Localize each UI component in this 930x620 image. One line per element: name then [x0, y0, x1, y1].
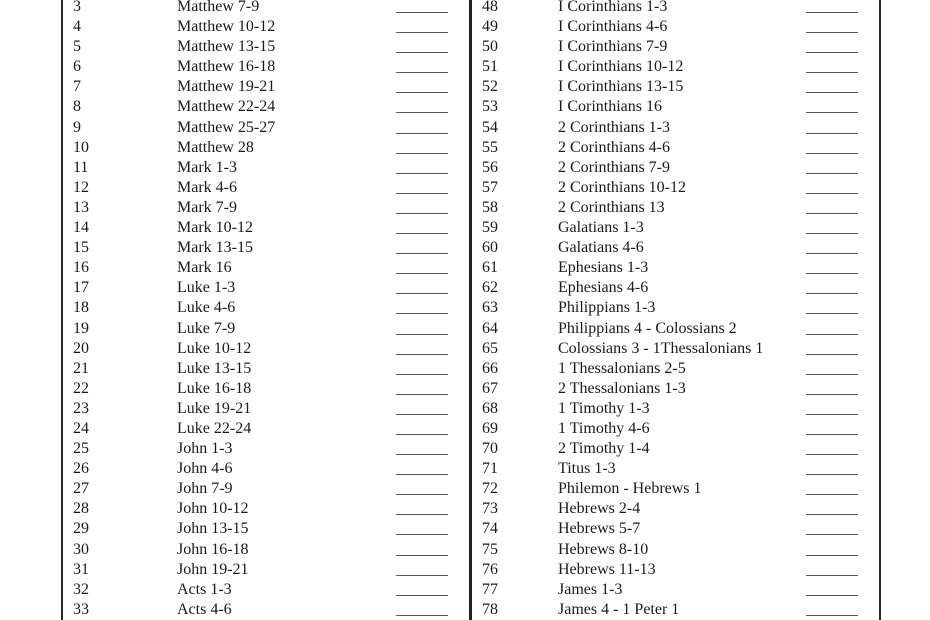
reading-passage: John 10-12	[177, 500, 249, 518]
reading-number: 69	[482, 419, 498, 437]
checkoff-blank-line[interactable]	[396, 414, 448, 415]
reading-number: 20	[73, 339, 89, 357]
reading-number: 19	[73, 319, 89, 337]
checkoff-blank-line[interactable]	[396, 454, 448, 455]
reading-row	[472, 580, 879, 600]
reading-passage: Matthew 7-9	[177, 0, 260, 15]
reading-passage: Matthew 16-18	[177, 58, 276, 76]
reading-row	[63, 17, 469, 37]
checkoff-blank-line[interactable]	[396, 354, 448, 355]
reading-row	[63, 298, 469, 318]
reading-row	[472, 298, 879, 318]
reading-passage: Luke 19-21	[177, 399, 252, 417]
checkoff-blank-line[interactable]	[396, 374, 448, 375]
reading-passage: Acts 1-3	[177, 580, 232, 598]
checkoff-blank-line[interactable]	[806, 153, 858, 154]
reading-number: 16	[73, 259, 89, 277]
table-right-border	[879, 0, 881, 620]
reading-passage: 1 Timothy 4-6	[558, 419, 650, 437]
checkoff-blank-line[interactable]	[806, 193, 858, 194]
reading-number: 56	[482, 158, 498, 176]
reading-passage: Luke 4-6	[177, 299, 236, 317]
reading-row	[63, 419, 469, 439]
reading-number: 28	[73, 500, 89, 518]
reading-row	[472, 479, 879, 499]
reading-row	[63, 359, 469, 379]
reading-number: 6	[73, 58, 81, 76]
reading-passage: John 19-21	[177, 560, 249, 578]
reading-passage: John 7-9	[177, 480, 233, 498]
reading-number: 26	[73, 460, 89, 478]
reading-passage: Matthew 25-27	[177, 118, 276, 136]
reading-row	[472, 118, 879, 138]
reading-number: 70	[482, 440, 498, 458]
checkoff-blank-line[interactable]	[806, 173, 858, 174]
checkoff-blank-line[interactable]	[396, 534, 448, 535]
checkoff-blank-line[interactable]	[396, 334, 448, 335]
reading-row	[472, 178, 879, 198]
reading-row	[63, 439, 469, 459]
left-reading-column	[63, 0, 469, 620]
reading-passage: Colossians 3 - 1Thessalonians 1	[558, 339, 764, 357]
reading-passage: Mark 16	[177, 259, 232, 277]
checkoff-blank-line[interactable]	[806, 293, 858, 294]
reading-passage: 1 Timothy 1-3	[558, 399, 650, 417]
checkoff-blank-line[interactable]	[396, 595, 448, 596]
reading-row	[472, 419, 879, 439]
reading-row	[63, 379, 469, 399]
reading-row	[472, 399, 879, 419]
checkoff-blank-line[interactable]	[396, 615, 448, 616]
reading-row	[63, 258, 469, 278]
reading-passage: Hebrews 5-7	[558, 520, 641, 538]
reading-row	[472, 459, 879, 479]
reading-row	[472, 138, 879, 158]
reading-passage: 2 Corinthians 7-9	[558, 158, 670, 176]
checkoff-blank-line[interactable]	[806, 253, 858, 254]
reading-number: 63	[482, 299, 498, 317]
reading-passage: John 16-18	[177, 540, 249, 558]
reading-passage: James 1-3	[558, 580, 623, 598]
reading-passage: I Corinthians 10-12	[558, 58, 684, 76]
reading-row	[472, 278, 879, 298]
reading-row	[63, 118, 469, 138]
reading-number: 55	[482, 138, 498, 156]
reading-passage: 2 Corinthians 10-12	[558, 178, 686, 196]
reading-passage: Luke 10-12	[177, 339, 252, 357]
checkoff-blank-line[interactable]	[396, 273, 448, 274]
checkoff-blank-line[interactable]	[806, 133, 858, 134]
checkoff-blank-line[interactable]	[806, 213, 858, 214]
reading-passage: I Corinthians 4-6	[558, 18, 668, 36]
reading-row	[63, 37, 469, 57]
reading-passage: Luke 1-3	[177, 279, 236, 297]
reading-passage: John 13-15	[177, 520, 249, 538]
checkoff-blank-line[interactable]	[396, 293, 448, 294]
reading-passage: Luke 22-24	[177, 419, 252, 437]
reading-passage: I Corinthians 13-15	[558, 78, 684, 96]
reading-row	[472, 97, 879, 117]
reading-row	[63, 580, 469, 600]
reading-number: 72	[482, 480, 498, 498]
reading-passage: 2 Corinthians 1-3	[558, 118, 670, 136]
reading-number: 32	[73, 580, 89, 598]
reading-passage: Philippians 1-3	[558, 299, 656, 317]
reading-passage: Mark 13-15	[177, 239, 253, 257]
reading-passage: Matthew 13-15	[177, 38, 276, 56]
reading-passage: Hebrews 8-10	[558, 540, 649, 558]
checkoff-blank-line[interactable]	[396, 112, 448, 113]
reading-number: 25	[73, 440, 89, 458]
reading-number: 75	[482, 540, 498, 558]
reading-number: 13	[73, 198, 89, 216]
checkoff-blank-line[interactable]	[806, 32, 858, 33]
reading-passage: Hebrews 11-13	[558, 560, 656, 578]
reading-number: 78	[482, 600, 498, 618]
reading-passage: Mark 4-6	[177, 178, 237, 196]
reading-number: 67	[482, 379, 498, 397]
reading-row	[63, 459, 469, 479]
checkoff-blank-line[interactable]	[806, 72, 858, 73]
reading-row	[472, 540, 879, 560]
reading-passage: 2 Corinthians 4-6	[558, 138, 670, 156]
checkoff-blank-line[interactable]	[396, 575, 448, 576]
reading-passage: 2 Thessalonians 1-3	[558, 379, 686, 397]
reading-number: 62	[482, 279, 498, 297]
checkoff-blank-line[interactable]	[806, 575, 858, 576]
reading-number: 64	[482, 319, 498, 337]
reading-row	[63, 600, 469, 620]
checkoff-blank-line[interactable]	[396, 434, 448, 435]
checkoff-blank-line[interactable]	[806, 92, 858, 93]
checkoff-blank-line[interactable]	[806, 394, 858, 395]
reading-row	[63, 278, 469, 298]
reading-passage: Matthew 22-24	[177, 98, 276, 116]
reading-number: 73	[482, 500, 498, 518]
reading-row	[472, 439, 879, 459]
checkoff-blank-line[interactable]	[806, 374, 858, 375]
reading-row	[472, 379, 879, 399]
reading-passage: James 4 - 1 Peter 1	[558, 600, 680, 618]
checkoff-blank-line[interactable]	[396, 555, 448, 556]
reading-row	[472, 339, 879, 359]
reading-passage: 2 Corinthians 13	[558, 198, 665, 216]
reading-row	[472, 319, 879, 339]
reading-passage: Matthew 19-21	[177, 78, 276, 96]
reading-number: 7	[73, 78, 81, 96]
reading-number: 23	[73, 399, 89, 417]
reading-passage: Matthew 10-12	[177, 18, 276, 36]
checkoff-blank-line[interactable]	[806, 494, 858, 495]
checkoff-blank-line[interactable]	[806, 414, 858, 415]
reading-row	[472, 198, 879, 218]
reading-number: 22	[73, 379, 89, 397]
reading-row	[63, 519, 469, 539]
checkoff-blank-line[interactable]	[806, 615, 858, 616]
reading-number: 10	[73, 138, 89, 156]
reading-number: 60	[482, 239, 498, 257]
reading-passage: Philemon - Hebrews 1	[558, 480, 702, 498]
reading-row	[63, 0, 469, 17]
reading-row	[472, 37, 879, 57]
reading-passage: Galatians 4-6	[558, 239, 644, 257]
reading-number: 21	[73, 359, 89, 377]
reading-passage: 2 Timothy 1-4	[558, 440, 650, 458]
reading-number: 27	[73, 480, 89, 498]
reading-row	[472, 258, 879, 278]
reading-number: 61	[482, 259, 498, 277]
reading-passage: Luke 16-18	[177, 379, 252, 397]
right-reading-column	[472, 0, 879, 620]
reading-passage: Luke 7-9	[177, 319, 236, 337]
checkoff-blank-line[interactable]	[396, 474, 448, 475]
checkoff-blank-line[interactable]	[806, 595, 858, 596]
reading-passage: Hebrews 2-4	[558, 500, 641, 518]
reading-number: 66	[482, 359, 498, 377]
reading-passage: Galatians 1-3	[558, 219, 644, 237]
checkoff-blank-line[interactable]	[806, 334, 858, 335]
reading-passage: Luke 13-15	[177, 359, 252, 377]
reading-passage: I Corinthians 7-9	[558, 38, 668, 56]
checkoff-blank-line[interactable]	[396, 394, 448, 395]
reading-number: 59	[482, 219, 498, 237]
reading-number: 76	[482, 560, 498, 578]
reading-number: 9	[73, 118, 81, 136]
reading-passage: Philippians 4 - Colossians 2	[558, 319, 737, 337]
checkoff-blank-line[interactable]	[396, 153, 448, 154]
reading-number: 8	[73, 98, 81, 116]
reading-row	[63, 560, 469, 580]
reading-number: 3	[73, 0, 81, 15]
reading-number: 52	[482, 78, 498, 96]
reading-row	[63, 218, 469, 238]
reading-number: 29	[73, 520, 89, 538]
checkoff-blank-line[interactable]	[806, 454, 858, 455]
reading-row	[472, 0, 879, 17]
reading-passage: Ephesians 4-6	[558, 279, 649, 297]
checkoff-blank-line[interactable]	[396, 52, 448, 53]
reading-number: 4	[73, 18, 81, 36]
checkoff-blank-line[interactable]	[806, 233, 858, 234]
checkoff-blank-line[interactable]	[806, 12, 858, 13]
reading-row	[63, 319, 469, 339]
reading-row	[472, 218, 879, 238]
checkoff-blank-line[interactable]	[396, 313, 448, 314]
reading-row	[63, 499, 469, 519]
checkoff-blank-line[interactable]	[396, 72, 448, 73]
reading-row	[63, 198, 469, 218]
reading-number: 30	[73, 540, 89, 558]
reading-row	[472, 238, 879, 258]
reading-passage: Matthew 28	[177, 138, 254, 156]
reading-number: 33	[73, 600, 89, 618]
reading-number: 11	[73, 158, 89, 176]
reading-passage: Mark 7-9	[177, 198, 237, 216]
reading-number: 57	[482, 178, 498, 196]
checkoff-blank-line[interactable]	[806, 534, 858, 535]
reading-row	[63, 57, 469, 77]
reading-number: 65	[482, 339, 498, 357]
reading-row	[472, 17, 879, 37]
reading-row	[472, 359, 879, 379]
reading-number: 17	[73, 279, 89, 297]
checkoff-blank-line[interactable]	[806, 354, 858, 355]
reading-row	[472, 57, 879, 77]
checkoff-blank-line[interactable]	[396, 213, 448, 214]
reading-number: 31	[73, 560, 89, 578]
reading-passage: Ephesians 1-3	[558, 259, 649, 277]
reading-row	[63, 238, 469, 258]
checkoff-blank-line[interactable]	[396, 514, 448, 515]
reading-passage: Titus 1-3	[558, 460, 616, 478]
checkoff-blank-line[interactable]	[806, 434, 858, 435]
checkoff-blank-line[interactable]	[806, 273, 858, 274]
reading-passage: Acts 4-6	[177, 600, 232, 618]
reading-passage: I Corinthians 1-3	[558, 0, 668, 15]
reading-number: 12	[73, 178, 89, 196]
reading-number: 18	[73, 299, 89, 317]
reading-number: 68	[482, 399, 498, 417]
reading-row	[472, 77, 879, 97]
reading-number: 24	[73, 419, 89, 437]
reading-number: 71	[482, 460, 498, 478]
checkoff-blank-line[interactable]	[396, 193, 448, 194]
checkoff-blank-line[interactable]	[396, 173, 448, 174]
reading-row	[472, 499, 879, 519]
checkoff-blank-line[interactable]	[396, 32, 448, 33]
reading-number: 74	[482, 520, 498, 538]
checkoff-blank-line[interactable]	[806, 52, 858, 53]
reading-row	[63, 540, 469, 560]
reading-passage: I Corinthians 16	[558, 98, 662, 116]
reading-number: 5	[73, 38, 81, 56]
reading-passage: John 4-6	[177, 460, 233, 478]
checkoff-blank-line[interactable]	[396, 233, 448, 234]
reading-row	[472, 600, 879, 620]
reading-row	[63, 97, 469, 117]
checkoff-blank-line[interactable]	[396, 133, 448, 134]
reading-number: 15	[73, 239, 89, 257]
reading-number: 14	[73, 219, 89, 237]
reading-row	[63, 138, 469, 158]
reading-row	[472, 560, 879, 580]
reading-passage: Mark 1-3	[177, 158, 237, 176]
checkoff-blank-line[interactable]	[396, 92, 448, 93]
reading-row	[63, 178, 469, 198]
reading-number: 53	[482, 98, 498, 116]
reading-passage: 1 Thessalonians 2-5	[558, 359, 686, 377]
reading-number: 51	[482, 58, 498, 76]
checkoff-blank-line[interactable]	[396, 494, 448, 495]
reading-number: 77	[482, 580, 498, 598]
reading-row	[472, 519, 879, 539]
reading-number: 58	[482, 198, 498, 216]
reading-passage: Mark 10-12	[177, 219, 253, 237]
checkoff-blank-line[interactable]	[806, 555, 858, 556]
checkoff-blank-line[interactable]	[806, 313, 858, 314]
reading-row	[472, 158, 879, 178]
checkoff-blank-line[interactable]	[396, 253, 448, 254]
reading-number: 54	[482, 118, 498, 136]
reading-passage: John 1-3	[177, 440, 233, 458]
checkoff-blank-line[interactable]	[806, 474, 858, 475]
checkoff-blank-line[interactable]	[806, 112, 858, 113]
reading-row	[63, 77, 469, 97]
checkoff-blank-line[interactable]	[396, 12, 448, 13]
checkoff-blank-line[interactable]	[806, 514, 858, 515]
reading-number: 49	[482, 18, 498, 36]
reading-number: 48	[482, 0, 498, 15]
reading-row	[63, 158, 469, 178]
reading-row	[63, 339, 469, 359]
reading-number: 50	[482, 38, 498, 56]
reading-row	[63, 399, 469, 419]
reading-row	[63, 479, 469, 499]
